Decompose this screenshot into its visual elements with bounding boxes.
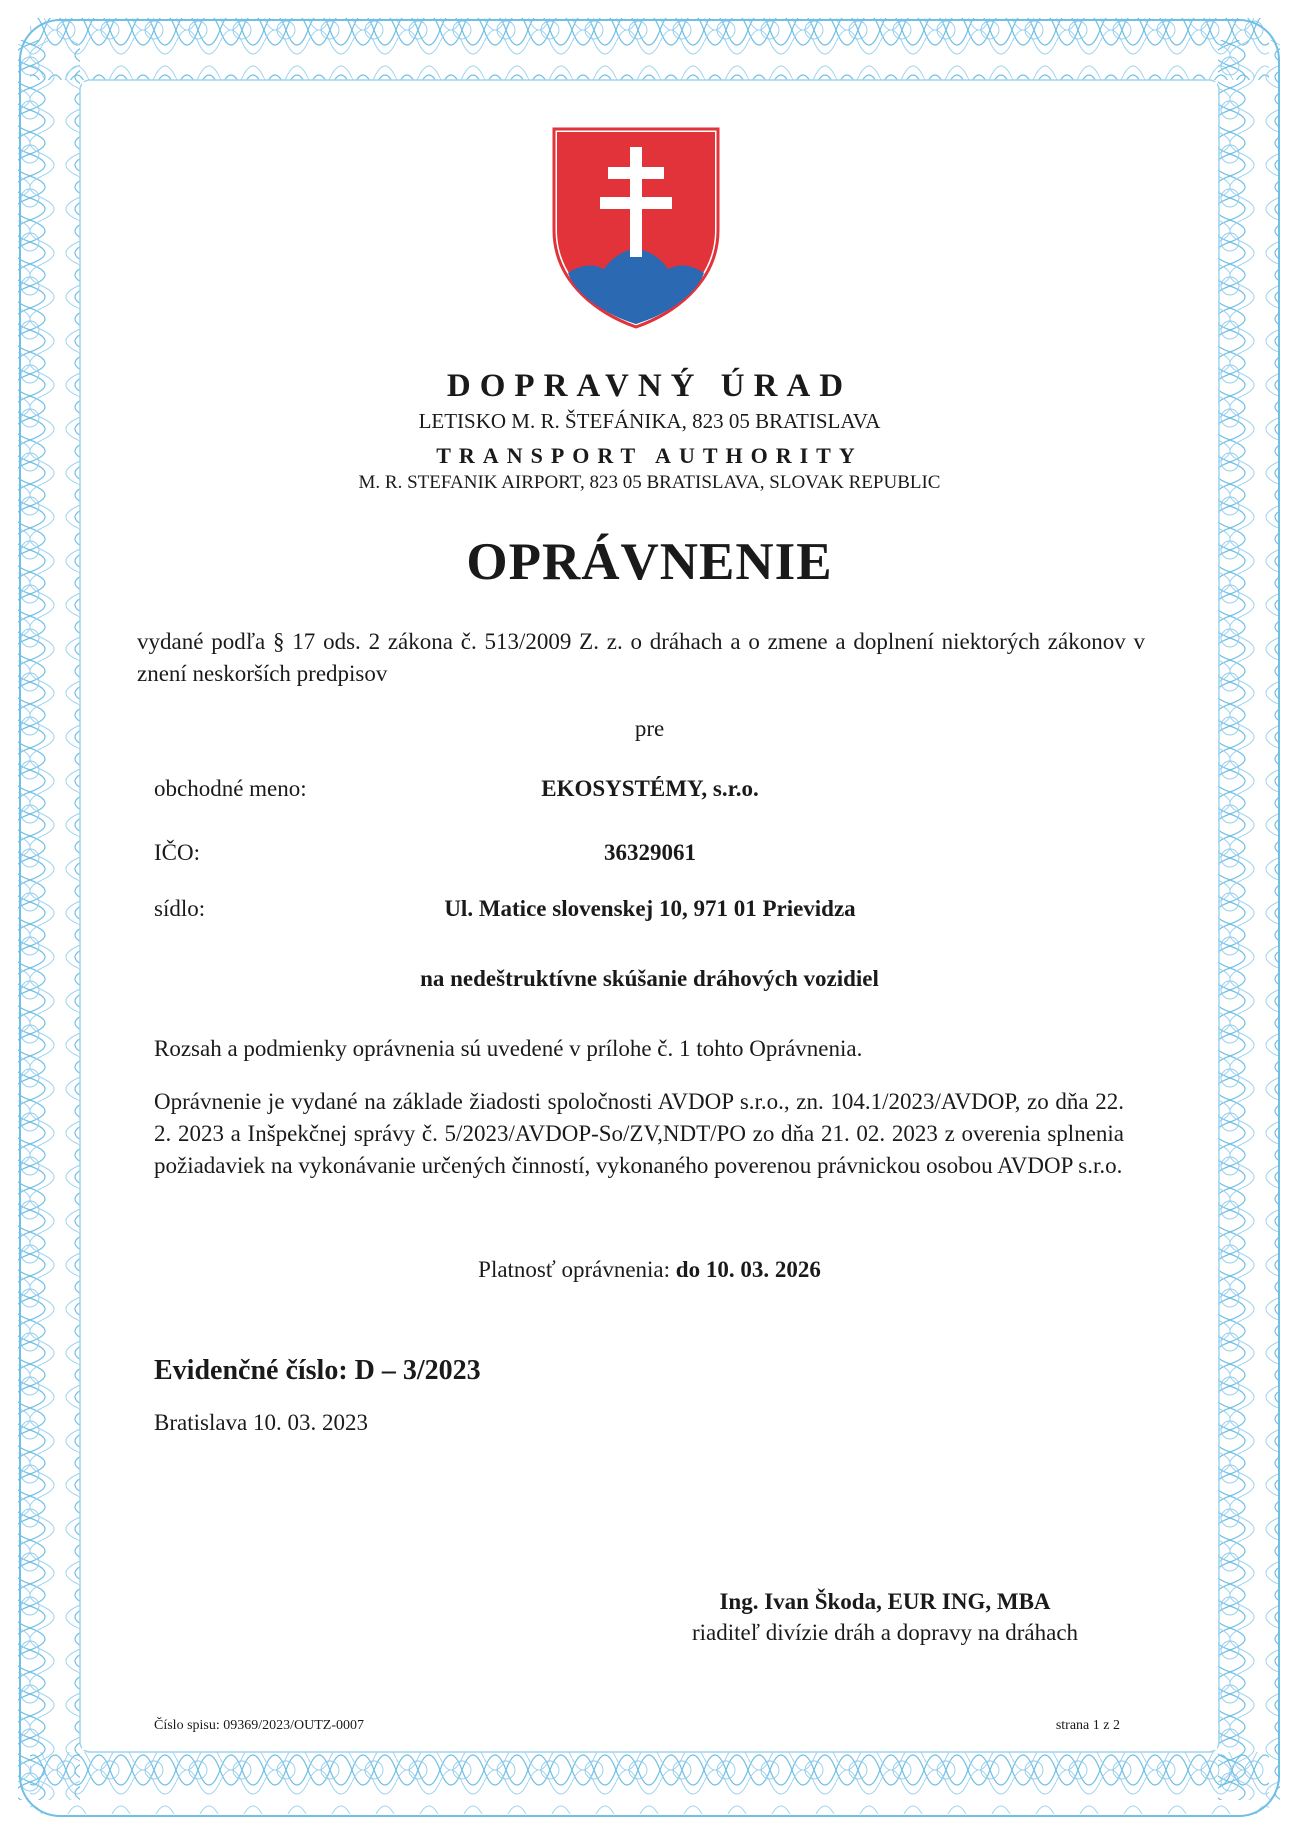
- seat-label: sídlo:: [154, 896, 206, 921]
- place-date: Bratislava 10. 03. 2023: [154, 1410, 368, 1435]
- range-text: Rozsah a podmienky oprávnenia sú uvedené v prílohe č. 1 tohto Oprávnenia.: [154, 1036, 863, 1061]
- seat-value: Ul. Matice slovenskej 10, 971 01 Prievidza: [444, 896, 856, 921]
- validity-line: [0, 1257, 1299, 1283]
- validity-value: do 10. 03. 2026: [675, 1257, 821, 1282]
- validity-label: Platnosť oprávnenia:: [478, 1257, 671, 1282]
- signatory-role: riaditeľ divízie dráh a dopravy na dráhach: [691, 1620, 1079, 1645]
- file-number: Číslo spisu: 09369/2023/OUTZ-0007: [154, 1718, 365, 1733]
- authority-address-sk: LETISKO M. R. ŠTEFÁNIKA, 823 05 BRATISLAVA: [418, 409, 881, 433]
- authority-name-en: TRANSPORT AUTHORITY: [436, 443, 863, 468]
- evidence-number: Evidenčné číslo: D – 3/2023: [154, 1355, 481, 1386]
- ico-value: 36329061: [604, 840, 696, 865]
- ico-label: IČO:: [154, 840, 200, 865]
- document-title: OPRÁVNENIE: [466, 533, 833, 591]
- legal-basis-text: vydané podľa § 17 ods. 2 zákona č. 513/2009 Z. z. o dráhach a o zmene a doplnení niektorých zákonov v znení neskorších predpisov: [137, 629, 1145, 686]
- coat-of-arms-icon: [550, 125, 722, 330]
- page-number: strana 1 z 2: [1055, 1718, 1120, 1733]
- basis-text: Oprávnenie je vydané na základe žiadosti spoločnosti AVDOP s.r.o., zn. 104.1/2023/AVDOP, zo dňa 22. 2. 2023 a Inšpekčnej správy č. 5/2023/AVDOP-So/ZV,NDT/PO zo dňa 21. 02. 2023 z overenia splnenia požiadaviek na vykonávanie určených činností, vykonaného poverenou právnickou osobou AVDOP s.r.o.: [154, 1089, 1124, 1178]
- scope-text: na nedeštruktívne skúšanie dráhových vozidiel: [420, 966, 879, 991]
- authority-name-sk: DOPRAVNÝ ÚRAD: [446, 368, 853, 404]
- company-label: obchodné meno:: [154, 776, 307, 801]
- authority-address-en: M. R. STEFANIK AIRPORT, 823 05 BRATISLAVA, SLOVAK REPUBLIC: [358, 472, 941, 493]
- pre-text: pre: [634, 716, 665, 741]
- company-value: EKOSYSTÉMY, s.r.o.: [541, 776, 759, 801]
- signatory-name: Ing. Ivan Škoda, EUR ING, MBA: [719, 1589, 1051, 1614]
